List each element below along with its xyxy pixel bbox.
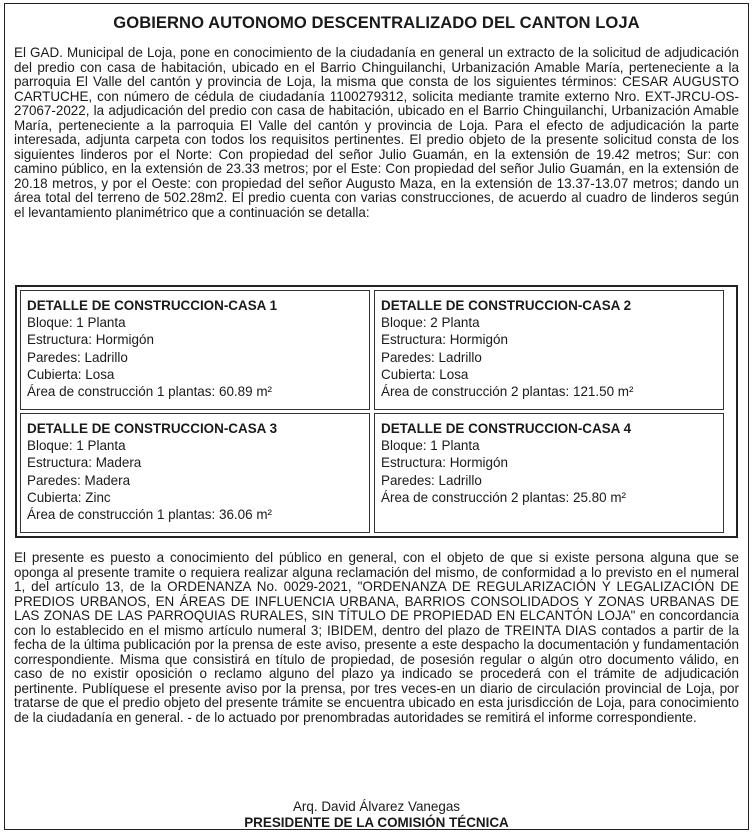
house-4-line: Estructura: Hormigón	[381, 455, 508, 471]
house-2-line: Cubierta: Losa	[381, 366, 469, 382]
house-2-line: Bloque: 2 Planta	[381, 315, 480, 331]
house-3-line: Paredes: Madera	[27, 472, 131, 488]
house-1-line: Estructura: Hormigón	[27, 332, 154, 348]
notice-page	[4, 3, 749, 830]
house-4-line: Paredes: Ladrillo	[381, 472, 482, 488]
house-1-line: Área de construcción 1 plantas: 60.89 m²	[27, 384, 272, 400]
signature-block	[5, 799, 748, 831]
house-2-line: Paredes: Ladrillo	[381, 349, 482, 365]
signatory-name: Arq. David Álvarez Vanegas	[292, 799, 461, 814]
house-4-line: Bloque: 1 Planta	[381, 438, 480, 454]
house-3-line: Estructura: Madera	[27, 455, 142, 471]
closing-paragraph: El presente es puesto a conocimiento del público en general, con el objeto de que si existe persona alguna que se oponga al presente tramite o requiera realizar alguna reclamación del mismo, de conformidad a lo previsto en el numeral 1, del artículo 13, de la ORDENANZA No. 0029-2021, "ORDENANZA DE REGULARIZACIÓN Y LEGALIZACIÓN DE PREDIOS URBANOS, EN ÁREAS DE INFLUENCIA URBANA, BARRIOS CONSOLIDADOS Y ZONAS URBANAS DE LAS ZONAS DE LAS PARROQUIAS RURALES, SIN TÍTULO DE PROPIEDAD EN ELCANTÓN LOJA" en concordancia con lo establecido en el mismo artículo numeral 3; IBIDEM, dentro del plazo de TREINTA DIAS contados a partir de la fecha de la última publicación por la prensa de este aviso, presente a este despacho la documentación y fundamentación correspondiente. Misma que consistirá en título de propiedad, de posesión regular o algún otro documento válido, en caso de no existir oposición o reclamo alguno del plazo ya indicado se procederá con el trámite de adjudicación pertinente. Publíquese el presente aviso por la prensa, por tres veces-en un diario de circulación provincial de Loja, por tratarse de que el predio objeto del presente trámite se encuentra ubicado en esta jurisdicción de Loja, para conocimiento de la ciudadanía en general. - de lo actuado por prenombradas autoridades se remitirá el informe correspondiente.	[14, 550, 739, 726]
house-1-line: Cubierta: Losa	[27, 366, 115, 382]
house-4-line: Área de construcción 2 plantas: 25.80 m²	[381, 489, 626, 505]
signatory-role: PRESIDENTE DE LA COMISIÓN TÉCNICA	[244, 815, 509, 830]
intro-paragraph: El GAD. Municipal de Loja, pone en conocimiento de la ciudadanía en general un extracto de la solicitud de adjudicación del predio con casa de habitación, ubicado en el Barrio Chinguilanchi, Urbanización Amable María, perteneciente a la parroquia El Valle del cantón y provincia de Loja, la misma que consta de los siguientes términos: CESAR AUGUSTO CARTUCHE, con número de cédula de ciudadanía 1100279312, solicita mediante tramite externo Nro. EXT-JRCU-OS-27067-2022, la adjudicación del predio con casa de habitación, ubicado en el Barrio Chinguilanchi, Urbanización Amable María, perteneciente a la parroquia El Valle del cantón y provincia de Loja. Para el efecto de adjudicación la parte interesada, adjunta carpeta con todos los requisitos pertinentes. El predio objeto de la presente solicitud consta de los siguientes linderos por el Norte: Con propiedad del señor Julio Guamán, en la extensión de 19.42 metros; Sur: con camino público, en la extensión de 23.33 metros; por el Este: Con propiedad del señor Julio Guamán, en la extensión de 20.18 metros, y por el Oeste: con propiedad del señor Augusto Maza, en la extensión de 13.37-13.07 metros; dando un área total del terreno de 502.28m2. El predio cuenta con varias construcciones, de acuerdo al cuadro de linderos según el levantamiento planimétrico que a continuación se detalla:	[14, 45, 739, 221]
house-1-details	[20, 290, 370, 410]
construction-details-table	[15, 285, 738, 538]
house-2-heading: DETALLE DE CONSTRUCCION-CASA 2	[381, 298, 632, 313]
house-3-details	[20, 413, 370, 533]
house-1-line: Bloque: 1 Planta	[27, 315, 126, 331]
house-3-line: Área de construcción 1 plantas: 36.06 m²	[27, 507, 272, 523]
house-4-heading: DETALLE DE CONSTRUCCION-CASA 4	[381, 421, 632, 436]
house-2-line: Área de construcción 2 plantas: 121.50 m²	[381, 384, 634, 400]
house-3-line: Bloque: 1 Planta	[27, 438, 126, 454]
house-3-heading: DETALLE DE CONSTRUCCION-CASA 3	[27, 421, 278, 436]
house-1-line: Paredes: Ladrillo	[27, 349, 128, 365]
house-1-heading: DETALLE DE CONSTRUCCION-CASA 1	[27, 298, 278, 313]
house-2-line: Estructura: Hormigón	[381, 332, 508, 348]
house-2-details	[374, 290, 724, 410]
house-3-line: Cubierta: Zinc	[27, 489, 111, 505]
house-4-details	[374, 413, 724, 533]
notice-title: GOBIERNO AUTONOMO DESCENTRALIZADO DEL CANTON LOJA	[113, 13, 640, 32]
